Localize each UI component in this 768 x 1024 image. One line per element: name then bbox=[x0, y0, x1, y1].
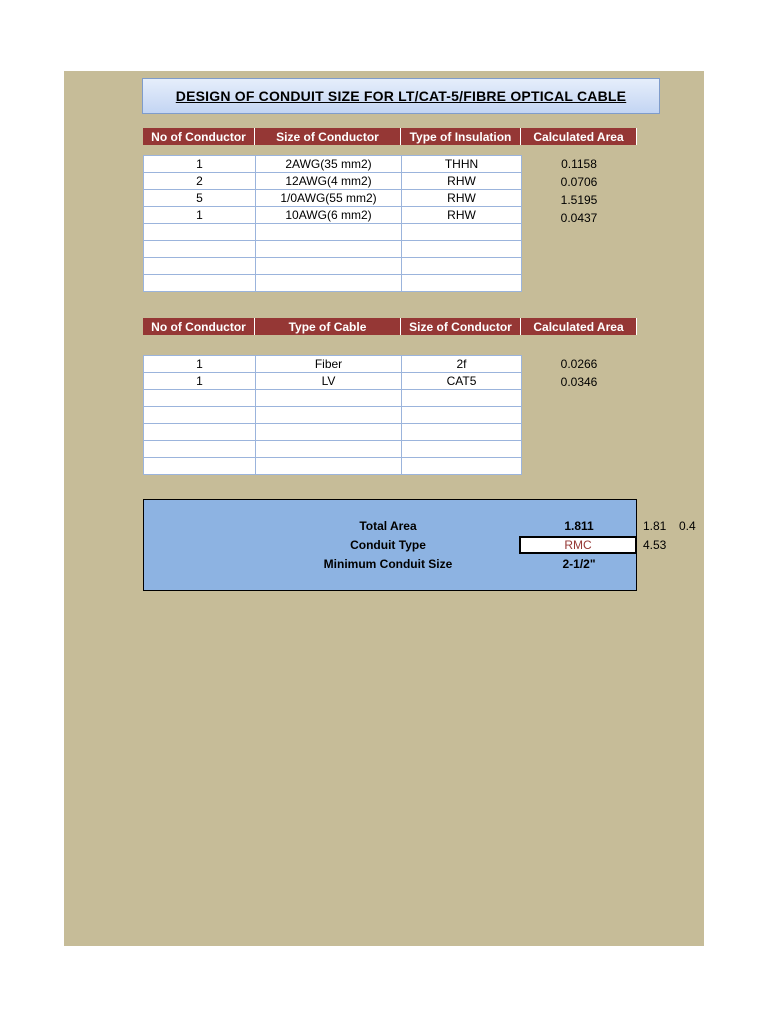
table-cell[interactable]: RHW bbox=[402, 173, 522, 190]
calculated-area-value: 0.0266 bbox=[560, 357, 598, 371]
table-row bbox=[144, 373, 522, 390]
table-cell[interactable] bbox=[402, 441, 522, 458]
table-cell[interactable]: 1 bbox=[144, 156, 256, 173]
table-cell[interactable]: 1 bbox=[144, 373, 256, 390]
table-cell[interactable]: RHW bbox=[402, 190, 522, 207]
table-cell[interactable] bbox=[144, 424, 256, 441]
table-cell[interactable]: RHW bbox=[402, 207, 522, 224]
header-cell: Type of Cable bbox=[255, 318, 401, 335]
header-cell: No of Conductor bbox=[143, 318, 255, 335]
table-cell[interactable]: CAT5 bbox=[402, 373, 522, 390]
calculated-area-value: 0.0437 bbox=[560, 211, 598, 225]
table-cell[interactable] bbox=[144, 407, 256, 424]
table-cell[interactable] bbox=[256, 458, 402, 475]
table-cell[interactable] bbox=[402, 424, 522, 441]
conduit-type-label: Conduit Type bbox=[350, 538, 426, 552]
table-cell[interactable] bbox=[144, 441, 256, 458]
table-cell[interactable]: 10AWG(6 mm2) bbox=[256, 207, 402, 224]
table-cell[interactable] bbox=[256, 275, 402, 292]
header-cell: Size of Conductor bbox=[401, 318, 521, 335]
table-cell[interactable] bbox=[402, 224, 522, 241]
table-cell[interactable]: 1 bbox=[144, 356, 256, 373]
table-cell[interactable] bbox=[256, 224, 402, 241]
table-cell[interactable] bbox=[256, 241, 402, 258]
table-cell[interactable] bbox=[402, 458, 522, 475]
header-cell: Size of Conductor bbox=[255, 128, 401, 145]
total-area-label: Total Area bbox=[359, 519, 417, 533]
table-cell[interactable]: 5 bbox=[144, 190, 256, 207]
table-cell[interactable] bbox=[256, 407, 402, 424]
header-cell: No of Conductor bbox=[143, 128, 255, 145]
calculated-area-value: 1.5195 bbox=[560, 193, 598, 207]
table-cell[interactable] bbox=[402, 275, 522, 292]
table-row bbox=[144, 207, 522, 224]
table-cell[interactable] bbox=[144, 275, 256, 292]
table-row bbox=[144, 190, 522, 207]
table-cell[interactable] bbox=[144, 458, 256, 475]
table-row bbox=[144, 390, 522, 407]
table-cell[interactable]: Fiber bbox=[256, 356, 402, 373]
min-conduit-size-label: Minimum Conduit Size bbox=[323, 557, 453, 571]
cable-table-header bbox=[143, 318, 637, 335]
side-value: 4.53 bbox=[643, 538, 667, 552]
table-cell[interactable] bbox=[144, 258, 256, 275]
conductor-table-header bbox=[143, 128, 637, 145]
header-cell: Calculated Area bbox=[521, 318, 637, 335]
calculated-area-value: 0.0706 bbox=[560, 175, 598, 189]
table-row bbox=[144, 224, 522, 241]
table-cell[interactable] bbox=[256, 390, 402, 407]
table-cell[interactable]: 2 bbox=[144, 173, 256, 190]
table-row bbox=[144, 241, 522, 258]
total-area-value: 1.811 bbox=[564, 519, 594, 533]
table-cell[interactable] bbox=[402, 407, 522, 424]
conductor-area-column bbox=[521, 155, 637, 227]
page-title-text: DESIGN OF CONDUIT SIZE FOR LT/CAT-5/FIBRE OPTICAL CABLE bbox=[175, 88, 627, 104]
table-row bbox=[144, 173, 522, 190]
table-cell[interactable] bbox=[402, 241, 522, 258]
table-row bbox=[144, 258, 522, 275]
table-row bbox=[144, 458, 522, 475]
table-cell[interactable]: LV bbox=[256, 373, 402, 390]
table-cell[interactable] bbox=[256, 424, 402, 441]
header-cell: Type of Insulation bbox=[401, 128, 521, 145]
side-value: 0.4 bbox=[679, 519, 696, 533]
table-cell[interactable]: 1/0AWG(55 mm2) bbox=[256, 190, 402, 207]
table-cell[interactable]: 12AWG(4 mm2) bbox=[256, 173, 402, 190]
table-row bbox=[144, 441, 522, 458]
table-row bbox=[144, 156, 522, 173]
min-conduit-size-value: 2-1/2" bbox=[562, 557, 596, 571]
table-cell[interactable] bbox=[256, 258, 402, 275]
table-cell[interactable] bbox=[144, 390, 256, 407]
cable-area-column bbox=[521, 355, 637, 391]
table-cell[interactable]: THHN bbox=[402, 156, 522, 173]
header-cell: Calculated Area bbox=[521, 128, 637, 145]
page-title bbox=[142, 78, 660, 114]
table-cell[interactable] bbox=[402, 390, 522, 407]
table-row bbox=[144, 407, 522, 424]
calculated-area-value: 0.0346 bbox=[560, 375, 598, 389]
side-value: 1.81 bbox=[643, 519, 667, 533]
table-cell[interactable]: 1 bbox=[144, 207, 256, 224]
table-row bbox=[144, 356, 522, 373]
conductor-table bbox=[143, 155, 522, 292]
calculated-area-value: 0.1158 bbox=[561, 157, 597, 171]
conduit-type-field[interactable]: RMC bbox=[519, 536, 637, 554]
cable-table bbox=[143, 355, 522, 475]
table-cell[interactable] bbox=[144, 241, 256, 258]
table-cell[interactable]: 2f bbox=[402, 356, 522, 373]
table-cell[interactable] bbox=[144, 224, 256, 241]
table-row bbox=[144, 275, 522, 292]
table-cell[interactable] bbox=[402, 258, 522, 275]
table-row bbox=[144, 424, 522, 441]
table-cell[interactable]: 2AWG(35 mm2) bbox=[256, 156, 402, 173]
table-cell[interactable] bbox=[256, 441, 402, 458]
